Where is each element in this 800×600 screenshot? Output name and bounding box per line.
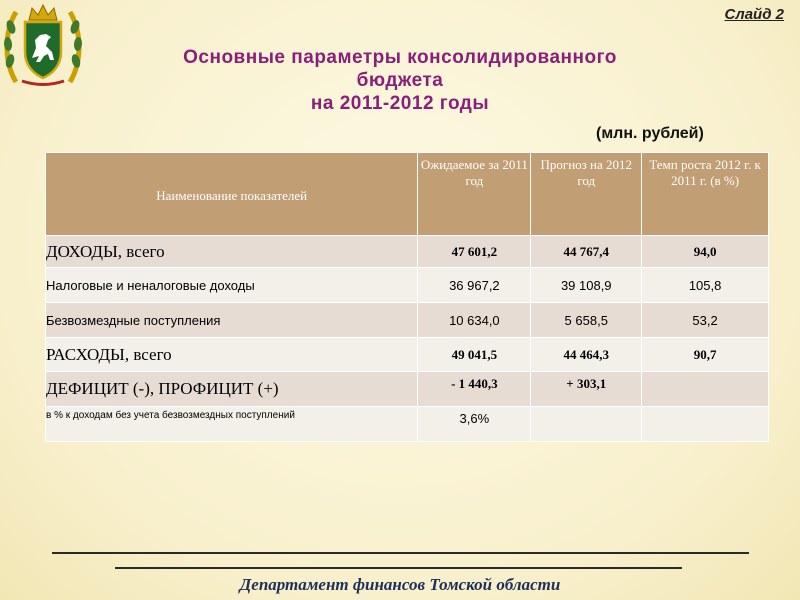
- units-label: (млн. рублей): [596, 125, 704, 142]
- cell-2011: 3,6%: [418, 407, 531, 442]
- footer-divider: [52, 552, 749, 554]
- table-row-expenditure-total: [46, 338, 769, 372]
- title-line: бюджета: [356, 70, 444, 91]
- cell-growth: 90,7: [642, 338, 769, 372]
- cell-2012: 5 658,5: [531, 303, 642, 338]
- cell-2012: 44 464,3: [531, 338, 642, 372]
- cell-growth: [642, 407, 769, 442]
- cell-2011: 47 601,2: [418, 236, 531, 268]
- title-line: на 2011-2012 годы: [310, 93, 490, 114]
- row-label: в % к доходам без учета безвозмездных поступлений: [46, 407, 418, 442]
- table-row-deficit-surplus: [46, 372, 769, 407]
- table-row-transfers: [46, 303, 769, 338]
- cell-2011: 36 967,2: [418, 268, 531, 303]
- cell-2011: 49 041,5: [418, 338, 531, 372]
- cell-growth: 105,8: [642, 268, 769, 303]
- row-label: ДЕФИЦИТ (-), ПРОФИЦИТ (+): [46, 372, 418, 407]
- column-header-growth-rate: Темп роста 2012 г. к 2011 г. (в %): [642, 153, 769, 236]
- row-label: Налоговые и неналоговые доходы: [46, 268, 418, 303]
- cell-2012: 44 767,4: [531, 236, 642, 268]
- table-row-deficit-percent: [46, 407, 769, 442]
- cell-growth: 94,0: [642, 236, 769, 268]
- slide-title: [130, 46, 670, 115]
- footer-department: Департамент финансов Томской области: [239, 575, 561, 594]
- table-header-row: [46, 153, 769, 236]
- column-header-indicator: Наименование показателей: [46, 153, 418, 236]
- table-row-revenue-total: [46, 236, 769, 268]
- column-header-expected-2011: Ожидаемое за 2011 год: [418, 153, 531, 236]
- cell-2011: 10 634,0: [418, 303, 531, 338]
- cell-growth: [642, 372, 769, 407]
- column-header-forecast-2012: Прогноз на 2012 год: [531, 153, 642, 236]
- cell-growth: 53,2: [642, 303, 769, 338]
- row-label: ДОХОДЫ, всего: [46, 236, 418, 268]
- title-line: Основные параметры консолидированного: [183, 47, 617, 68]
- row-label: РАСХОДЫ, всего: [46, 338, 418, 372]
- slide-number: Слайд 2: [724, 6, 784, 23]
- budget-table: [45, 152, 769, 442]
- cell-2012: [531, 407, 642, 442]
- cell-2011: - 1 440,3: [418, 372, 531, 407]
- row-label: Безвозмездные поступления: [46, 303, 418, 338]
- cell-2012: + 303,1: [531, 372, 642, 407]
- cell-2012: 39 108,9: [531, 268, 642, 303]
- table-row-tax-revenue: [46, 268, 769, 303]
- coat-of-arms-icon: [2, 2, 84, 88]
- footer-divider: [115, 567, 682, 569]
